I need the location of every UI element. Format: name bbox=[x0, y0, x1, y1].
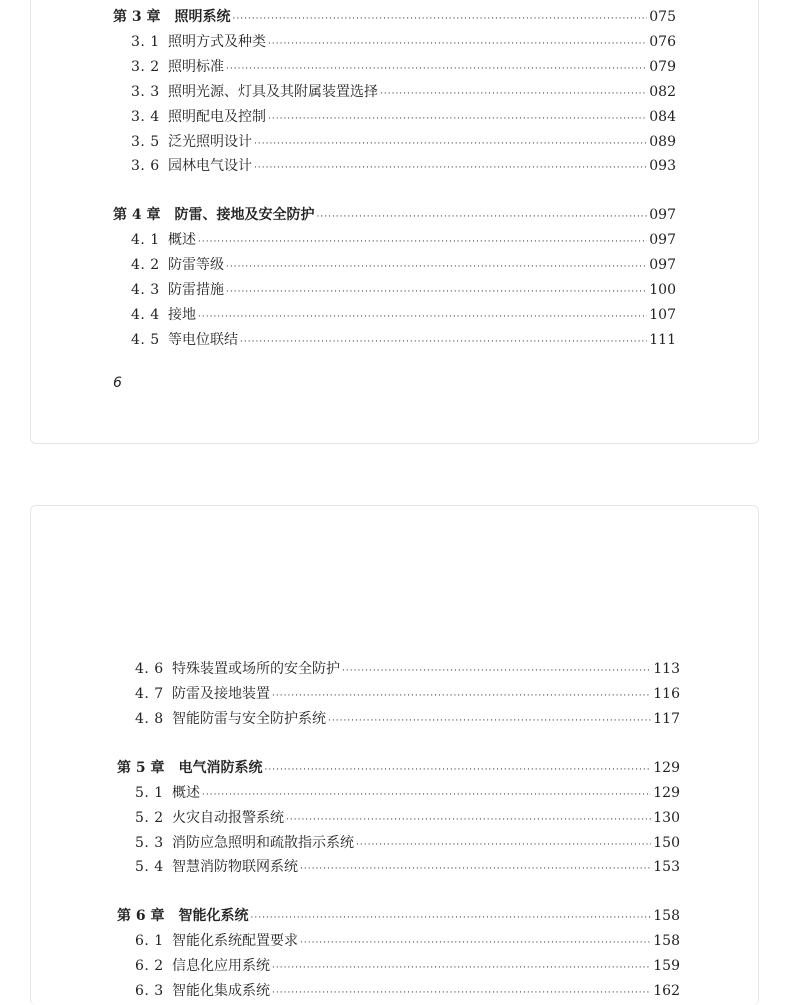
toc-section[interactable] bbox=[135, 658, 680, 680]
chapter-title: 智能化系统 bbox=[178, 908, 249, 924]
section-number: 3. 2 bbox=[131, 59, 160, 75]
page-number: 129 bbox=[653, 760, 680, 776]
dot-leader bbox=[380, 83, 647, 105]
section-title: 照明方式及种类 bbox=[168, 34, 266, 50]
dot-leader bbox=[226, 58, 647, 80]
toc-section[interactable] bbox=[135, 832, 680, 854]
page-number: 158 bbox=[653, 933, 680, 949]
toc-section[interactable] bbox=[131, 304, 676, 326]
dot-leader bbox=[272, 982, 651, 1004]
section-title: 信息化应用系统 bbox=[172, 958, 270, 974]
section-title: 照明光源、灯具及其附属装置选择 bbox=[168, 84, 378, 100]
section-number: 4. 6 bbox=[135, 661, 164, 677]
toc-section[interactable] bbox=[135, 955, 680, 977]
dot-leader bbox=[300, 932, 651, 954]
section-number: 4. 7 bbox=[135, 686, 164, 702]
section-number: 4. 1 bbox=[131, 232, 160, 248]
page-folio: 6 bbox=[113, 375, 122, 391]
section-title: 智慧消防物联网系统 bbox=[172, 859, 298, 875]
page-number: 130 bbox=[653, 810, 680, 826]
section-number: 4. 4 bbox=[131, 307, 160, 323]
toc-section[interactable] bbox=[131, 56, 676, 78]
section-title: 智能化系统配置要求 bbox=[172, 933, 298, 949]
dot-leader bbox=[286, 809, 651, 831]
page-number: 097 bbox=[649, 257, 676, 273]
dot-leader bbox=[240, 331, 647, 353]
page-number: 097 bbox=[649, 232, 676, 248]
section-number: 4. 2 bbox=[131, 257, 160, 273]
chapter-label: 第 6 章 bbox=[117, 908, 165, 924]
dot-leader bbox=[265, 759, 652, 781]
section-title: 等电位联结 bbox=[168, 332, 238, 348]
section-number: 5. 2 bbox=[135, 810, 164, 826]
section-number: 6. 3 bbox=[135, 983, 164, 999]
section-title: 照明配电及控制 bbox=[168, 109, 266, 125]
toc-section[interactable] bbox=[131, 106, 676, 128]
dot-leader bbox=[198, 231, 647, 253]
section-number: 5. 1 bbox=[135, 785, 164, 801]
section-title: 接地 bbox=[168, 307, 196, 323]
dot-leader bbox=[251, 907, 652, 929]
page-number: 084 bbox=[649, 109, 676, 125]
toc-section[interactable] bbox=[131, 279, 676, 301]
section-number: 3. 5 bbox=[131, 134, 160, 150]
page-number: 111 bbox=[649, 332, 676, 348]
page-number: 159 bbox=[653, 958, 680, 974]
page-number: 116 bbox=[653, 686, 680, 702]
section-title: 照明标准 bbox=[168, 59, 224, 75]
dot-leader bbox=[233, 8, 648, 30]
page-number: 075 bbox=[649, 9, 676, 25]
toc-page-upper bbox=[30, 0, 759, 444]
dot-leader bbox=[272, 685, 651, 707]
page-number: 093 bbox=[649, 158, 676, 174]
toc-chapter-3[interactable] bbox=[113, 6, 676, 28]
dot-leader bbox=[198, 306, 647, 328]
toc-chapter-6[interactable] bbox=[117, 905, 680, 927]
page-number: 079 bbox=[649, 59, 676, 75]
toc-section[interactable] bbox=[131, 254, 676, 276]
page-number: 117 bbox=[653, 711, 680, 727]
page-number: 158 bbox=[653, 908, 680, 924]
page-number: 162 bbox=[653, 983, 680, 999]
section-number: 4. 8 bbox=[135, 711, 164, 727]
section-title: 消防应急照明和疏散指示系统 bbox=[172, 835, 354, 851]
toc-section[interactable] bbox=[135, 930, 680, 952]
section-title: 概述 bbox=[172, 785, 200, 801]
toc-section[interactable] bbox=[135, 708, 680, 730]
page-number: 150 bbox=[653, 835, 680, 851]
section-title: 火灾自动报警系统 bbox=[172, 810, 284, 826]
section-title: 防雷措施 bbox=[168, 282, 224, 298]
dot-leader bbox=[356, 834, 651, 856]
page-number: 107 bbox=[649, 307, 676, 323]
section-title: 泛光照明设计 bbox=[168, 134, 252, 150]
dot-leader bbox=[317, 206, 648, 228]
page-number: 153 bbox=[653, 859, 680, 875]
section-number: 4. 5 bbox=[131, 332, 160, 348]
toc-page-lower bbox=[30, 505, 759, 1005]
page-number: 129 bbox=[653, 785, 680, 801]
toc-section[interactable] bbox=[131, 155, 676, 177]
page-number: 076 bbox=[649, 34, 676, 50]
section-title: 特殊装置或场所的安全防护 bbox=[172, 661, 340, 677]
toc-section[interactable] bbox=[131, 131, 676, 153]
toc-section[interactable] bbox=[135, 980, 680, 1002]
dot-leader bbox=[300, 858, 651, 880]
section-title: 防雷及接地装置 bbox=[172, 686, 270, 702]
chapter-title: 防雷、接地及安全防护 bbox=[174, 207, 315, 223]
dot-leader bbox=[226, 281, 647, 303]
page-number: 097 bbox=[649, 207, 676, 223]
section-number: 4. 3 bbox=[131, 282, 160, 298]
page-number: 100 bbox=[649, 282, 676, 298]
section-number: 5. 4 bbox=[135, 859, 164, 875]
toc-section[interactable] bbox=[135, 782, 680, 804]
toc-section[interactable] bbox=[131, 229, 676, 251]
section-number: 5. 3 bbox=[135, 835, 164, 851]
page-number: 113 bbox=[653, 661, 680, 677]
dot-leader bbox=[268, 108, 647, 130]
toc-section[interactable] bbox=[135, 683, 680, 705]
toc-section[interactable] bbox=[131, 31, 676, 53]
section-title: 防雷等级 bbox=[168, 257, 224, 273]
page-number: 089 bbox=[649, 134, 676, 150]
dot-leader bbox=[328, 710, 651, 732]
chapter-title: 照明系统 bbox=[174, 9, 231, 25]
dot-leader bbox=[226, 256, 647, 278]
section-title: 概述 bbox=[168, 232, 196, 248]
dot-leader bbox=[268, 33, 647, 55]
toc-section[interactable] bbox=[135, 807, 680, 829]
page-number: 082 bbox=[649, 84, 676, 100]
section-number: 6. 2 bbox=[135, 958, 164, 974]
section-number: 3. 3 bbox=[131, 84, 160, 100]
toc-chapter-5[interactable] bbox=[117, 757, 680, 779]
dot-leader bbox=[272, 957, 651, 979]
dot-leader bbox=[202, 784, 651, 806]
section-number: 3. 1 bbox=[131, 34, 160, 50]
dot-leader bbox=[254, 157, 647, 179]
section-number: 3. 6 bbox=[131, 158, 160, 174]
section-title: 智能防雷与安全防护系统 bbox=[172, 711, 326, 727]
section-title: 智能化集成系统 bbox=[172, 983, 270, 999]
dot-leader bbox=[342, 660, 651, 682]
toc-chapter-4[interactable] bbox=[113, 204, 676, 226]
chapter-title: 电气消防系统 bbox=[178, 760, 263, 776]
toc-section[interactable] bbox=[131, 329, 676, 351]
section-title: 园林电气设计 bbox=[168, 158, 252, 174]
chapter-label: 第 4 章 bbox=[113, 207, 161, 223]
chapter-label: 第 3 章 bbox=[113, 9, 161, 25]
dot-leader bbox=[254, 133, 647, 155]
chapter-label: 第 5 章 bbox=[117, 760, 165, 776]
section-number: 6. 1 bbox=[135, 933, 164, 949]
toc-section[interactable] bbox=[131, 81, 676, 103]
toc-section[interactable] bbox=[135, 856, 680, 878]
section-number: 3. 4 bbox=[131, 109, 160, 125]
